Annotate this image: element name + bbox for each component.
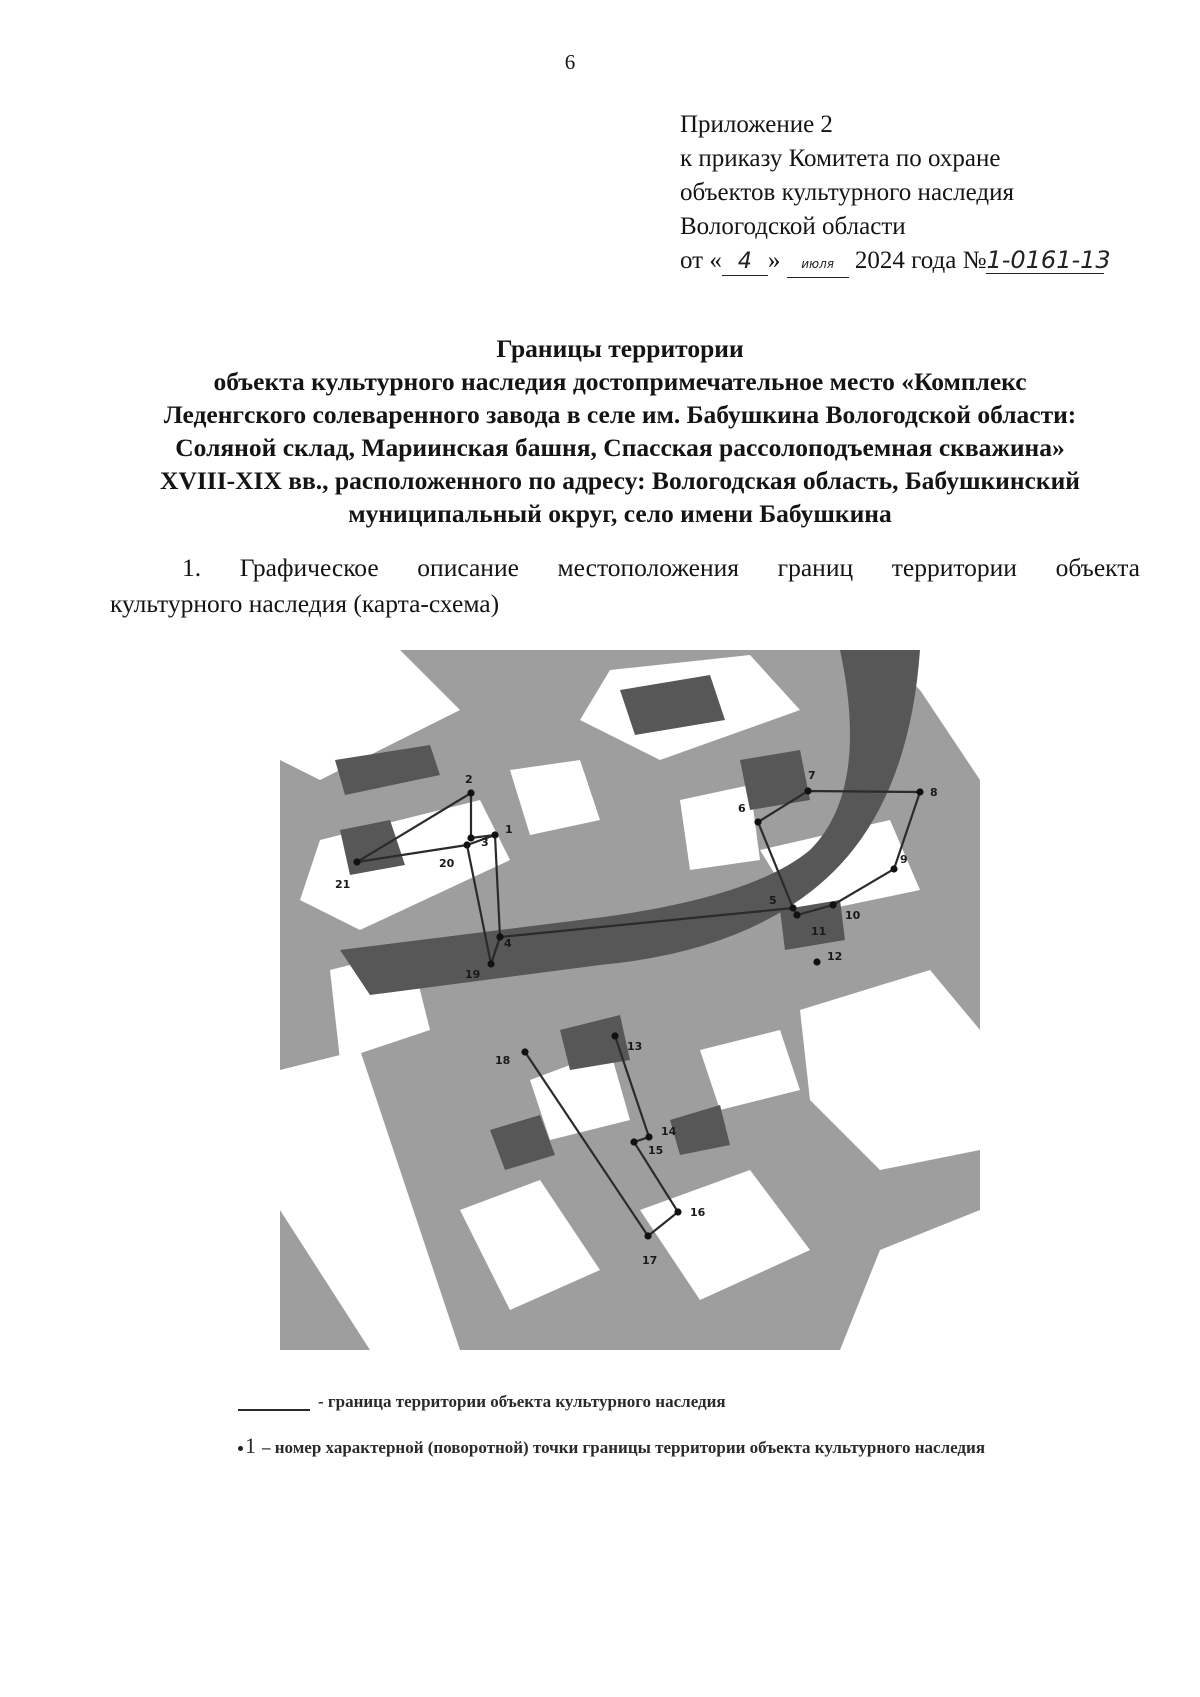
turning-point-3 (467, 834, 474, 841)
legend-point-sample: 1 (245, 1433, 256, 1458)
appendix-line-1: Приложение 2 (680, 111, 833, 138)
turning-point-label-1: 1 (505, 823, 513, 836)
page-number: 6 (564, 50, 576, 74)
appendix-line-4: Вологодской области (680, 213, 906, 240)
turning-point-label-19: 19 (465, 968, 481, 981)
turning-point-label-20: 20 (439, 857, 455, 870)
legend-row-point (238, 1432, 1038, 1462)
turning-point-label-16: 16 (690, 1206, 706, 1219)
appendix-date-line (680, 244, 1160, 278)
turning-point-19 (487, 960, 494, 967)
turning-point-label-5: 5 (769, 894, 777, 907)
turning-point-17 (644, 1232, 651, 1239)
date-mid: » (767, 247, 781, 274)
turning-point-label-18: 18 (495, 1054, 511, 1067)
title-line-2: объекта культурного наследия достопримечательное место «Комплекс (213, 367, 1027, 396)
turning-point-11 (793, 911, 800, 918)
turning-point-4 (496, 933, 503, 940)
turning-point-13 (611, 1032, 618, 1039)
legend-boundary-text: - граница территории объекта культурного наследия (318, 1392, 726, 1411)
turning-point-label-13: 13 (627, 1040, 643, 1053)
turning-point-label-2: 2 (465, 773, 473, 786)
section-line-1: 1. Графическое описание местоположения границ территории объекта (182, 553, 1140, 582)
document-title (100, 332, 1140, 530)
turning-point-21 (353, 858, 360, 865)
turning-point-label-8: 8 (930, 786, 938, 799)
turning-point-label-12: 12 (827, 950, 843, 963)
turning-point-label-17: 17 (642, 1254, 658, 1267)
legend-point-text: – номер характерной (поворотной) точки границы территории объекта культурного наследия (262, 1438, 986, 1457)
turning-point-7 (804, 787, 811, 794)
title-line-3: Леденгского солеваренного завода в селе им. Бабушкина Вологодской области: (163, 400, 1077, 429)
map-legend (238, 1388, 1038, 1462)
appendix-line-3: объектов культурного наследия (680, 179, 1014, 206)
legend-point-symbol (238, 1446, 243, 1451)
turning-point-1 (491, 831, 498, 838)
title-line-5: XVIII-XIX вв., расположенного по адресу: Вологодская область, Бабушкинский (160, 466, 1080, 495)
turning-point-2 (467, 789, 474, 796)
turning-point-label-6: 6 (738, 802, 746, 815)
turning-point-8 (916, 788, 923, 795)
turning-point-label-3: 3 (481, 836, 489, 849)
turning-point-15 (630, 1138, 637, 1145)
section-line-2: культурного наследия (карта-схема) (110, 589, 500, 618)
turning-point-label-21: 21 (335, 878, 351, 891)
handwritten-order-number: 1-0161-13 (986, 246, 1111, 274)
appendix-line-2: к приказу Комитета по охране (680, 145, 1001, 172)
turning-point-label-7: 7 (808, 769, 816, 782)
turning-point-14 (645, 1133, 652, 1140)
turning-point-16 (674, 1208, 681, 1215)
turning-point-10 (829, 901, 836, 908)
map-canvas (280, 650, 980, 1350)
section-heading (110, 550, 1140, 622)
handwritten-month: июля (787, 251, 849, 278)
legend-line-symbol (238, 1409, 310, 1411)
turning-point-5 (789, 904, 796, 911)
turning-point-20 (463, 841, 470, 848)
turning-point-label-9: 9 (900, 853, 908, 866)
turning-point-label-4: 4 (504, 937, 512, 950)
title-line-6: муниципальный округ, село имени Бабушкина (348, 499, 892, 528)
turning-point-label-14: 14 (661, 1125, 677, 1138)
site-map (280, 650, 980, 1350)
date-prefix: от « (680, 247, 722, 274)
appendix-block (680, 108, 1160, 278)
title-line-1: Границы территории (496, 334, 744, 363)
turning-point-label-10: 10 (845, 909, 861, 922)
turning-point-18 (521, 1048, 528, 1055)
legend-row-boundary (238, 1388, 1038, 1416)
turning-point-label-11: 11 (811, 925, 827, 938)
title-line-4: Соляной склад, Мариинская башня, Спасская рассолоподъемная скважина» (175, 433, 1065, 462)
handwritten-day: 4 (722, 249, 768, 276)
date-year: 2024 года № (854, 247, 987, 274)
turning-point-6 (754, 818, 761, 825)
turning-point-12 (813, 958, 820, 965)
turning-point-label-15: 15 (648, 1144, 664, 1157)
turning-point-9 (890, 865, 897, 872)
